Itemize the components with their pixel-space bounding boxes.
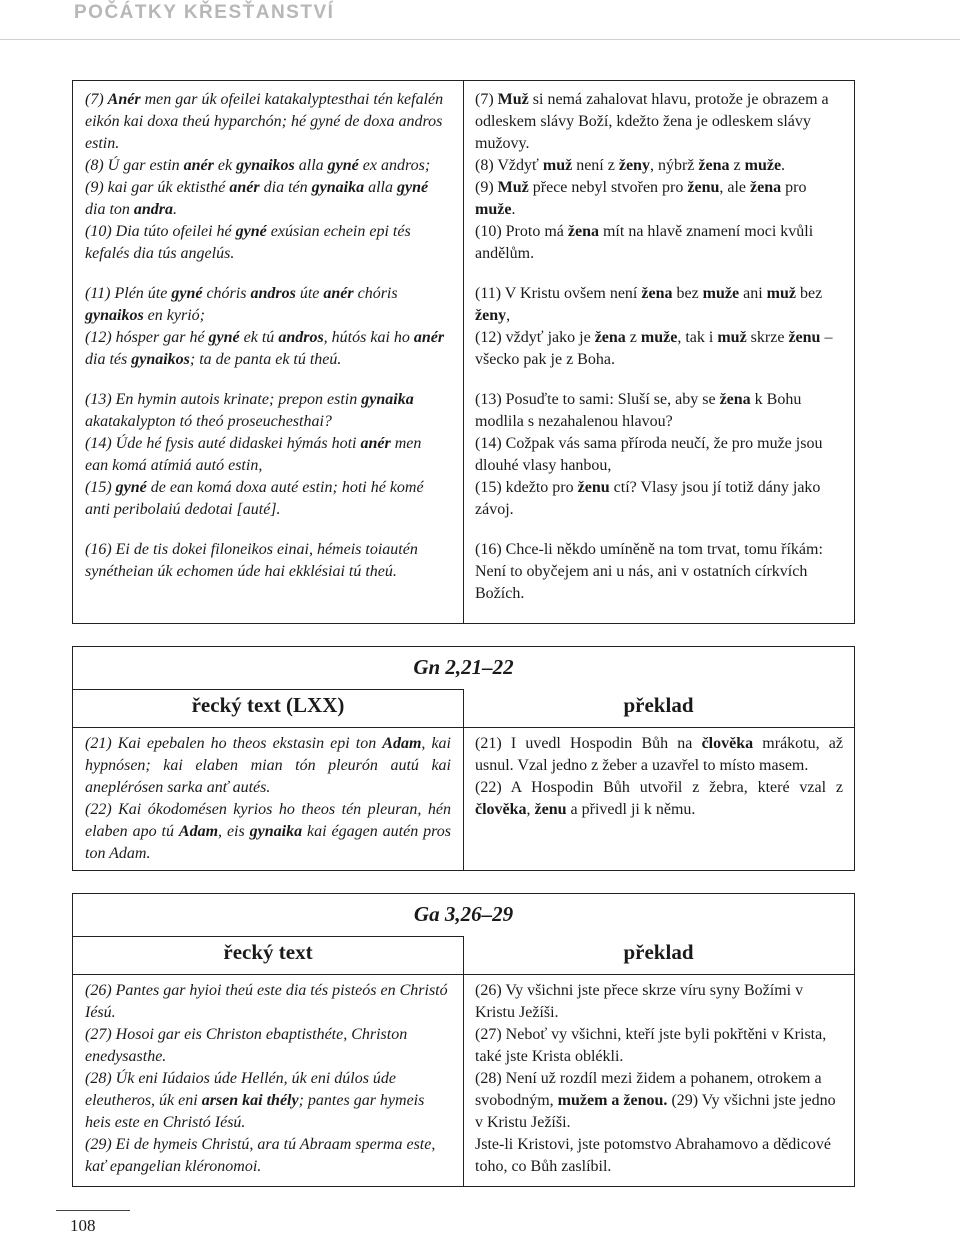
- emphasized-word: muže: [702, 285, 740, 302]
- verse-paragraph: [475, 1068, 843, 1134]
- box-title: Ga 3,26–29: [413, 902, 514, 926]
- text-run: chóris: [353, 285, 398, 302]
- verse-paragraph: [475, 177, 845, 221]
- verse-paragraph: [475, 433, 845, 477]
- emphasized-word: Anér: [107, 91, 141, 108]
- text-run: , eis: [218, 823, 250, 840]
- verse-paragraph: [85, 221, 447, 265]
- verse-paragraph: [475, 283, 845, 327]
- text-run: de doxa andros estin.: [85, 113, 443, 152]
- paragraph-gap: [475, 371, 845, 389]
- text-run: dia ton: [85, 201, 134, 218]
- text-run: (7): [85, 91, 108, 108]
- emphasized-word: Muž: [497, 91, 529, 108]
- verse-paragraph: [85, 433, 447, 477]
- emphasized-word: gynaikos: [131, 351, 190, 368]
- text-run: (26) Vy všichni jste přece skrze víru syny Božími v Kristu Ježíši.: [475, 982, 804, 1021]
- emphasized-word: anér: [229, 179, 260, 196]
- emphasized-word: ženu: [788, 329, 821, 346]
- emphasized-word: gynaika: [249, 823, 303, 840]
- text-run: mít na hlavě znamení moci kvůli andělům.: [475, 223, 814, 262]
- verse-paragraph: [475, 1134, 843, 1178]
- verse-paragraph: [85, 980, 451, 1024]
- box-genesis: [72, 646, 855, 871]
- text-run: a přivedl ji k němu.: [566, 801, 696, 818]
- verse-paragraph: [85, 327, 447, 371]
- emphasized-word: gyné: [115, 479, 147, 496]
- emphasized-word: muže: [475, 201, 512, 218]
- emphasized-word: andros: [278, 329, 324, 346]
- text-run: de ean komá doxa auté estin; hoti hé komé anti peribolaiú dedotai [auté].: [85, 479, 424, 518]
- text-run: , ale: [719, 179, 751, 196]
- emphasized-word: žena: [594, 329, 626, 346]
- text-run: (8) Vždyť: [475, 157, 543, 174]
- verse-paragraph: [475, 777, 843, 821]
- emphasized-word: ženy: [475, 307, 507, 324]
- text-run: , tak i: [677, 329, 718, 346]
- text-run: si nemá zahalovat hlavu, protože je obrazem a odleskem slávy Boží, kdežto žena je odleskem slávy mužovy.: [475, 91, 829, 152]
- emphasized-word: muže: [640, 329, 678, 346]
- emphasized-word: ženu: [577, 479, 610, 496]
- running-head: POČÁTKY KŘESŤANSTVÍ: [74, 2, 335, 23]
- title-rule: [73, 936, 463, 937]
- text-run: (29) Ei de hymeis Christú, ara tú Abraam sperma este, kať epangelian kléronomoi.: [85, 1136, 436, 1175]
- text-run: úte: [295, 285, 324, 302]
- text-run: (16) Chce-li někdo umíněně na tom trvat, tomu říkám: Není to obyčejem ani u nás, ani v ostatních církvích Božích.: [475, 541, 823, 602]
- text-run: z: [729, 157, 745, 174]
- text-run: .: [511, 201, 516, 218]
- verse-paragraph: [475, 221, 845, 265]
- text-run: alla: [364, 179, 397, 196]
- text-run: (14) Cožpak vás sama příroda neučí, že pro muže jsou dlouhé vlasy hanbou,: [475, 435, 823, 474]
- text-run: exúsian echein epi tés kefalés dia tús angelús.: [85, 223, 411, 262]
- emphasized-word: žena: [750, 179, 782, 196]
- verse-paragraph: [85, 89, 447, 155]
- text-run: (16) Ei de tis dokei filoneikos einai, hémeis toiautén synétheian úk echomen úde hai ekklésiai tú theú.: [85, 541, 418, 580]
- verse-paragraph: [475, 327, 845, 371]
- text-run: ctí? Vlasy jsou jí totiž dány jako závoj.: [475, 479, 821, 518]
- text-run: (21) Kai epebalen ho theos ekstasin epi ton: [85, 735, 383, 752]
- emphasized-word: gyné: [327, 157, 359, 174]
- text-run: dia tés: [85, 351, 132, 368]
- paragraph-gap: [85, 521, 447, 539]
- emphasized-word: gyné: [235, 223, 267, 240]
- greek-column-heading: řecký text (LXX): [191, 693, 345, 717]
- emphasized-word: gynaika: [311, 179, 365, 196]
- text-run: men ean komá atímiá autó estin,: [85, 435, 422, 474]
- paragraph-gap: [85, 371, 447, 389]
- czech-column: [475, 980, 843, 1178]
- emphasized-word: anér: [360, 435, 391, 452]
- text-run: (11) Plén úte: [85, 285, 172, 302]
- emphasized-word: žena: [567, 223, 599, 240]
- verse-paragraph: [475, 389, 845, 433]
- verse-paragraph: [85, 155, 447, 177]
- verse-paragraph: [85, 177, 447, 221]
- emphasized-word: ženu: [687, 179, 720, 196]
- text-run: (27) Neboť vy všichni, kteří jste byli pokřtěni v Krista, také jste Krista oblékli.: [475, 1026, 827, 1065]
- emphasized-word: žena: [698, 157, 730, 174]
- greek-column-heading: řecký text: [223, 940, 313, 964]
- header-rule: [0, 39, 960, 40]
- box-galatians: [72, 893, 855, 1187]
- title-rule: [73, 689, 463, 690]
- text-run: (22) A Hospodin Bůh utvořil z žebra, které vzal z: [475, 779, 843, 796]
- box-corinthians: [72, 80, 855, 624]
- czech-column: [475, 733, 843, 821]
- text-run: akatakalypton tó theó proseuchesthai?: [85, 413, 332, 430]
- text-run: ; pantes gar hymeis heis este en Christó Iésú.: [85, 1092, 425, 1131]
- verse-paragraph: [85, 477, 447, 521]
- text-run: .: [173, 201, 178, 218]
- text-run: ex andros;: [358, 157, 431, 174]
- emphasized-word: žena: [641, 285, 673, 302]
- emphasized-word: gyné: [208, 329, 240, 346]
- emphasized-word: arsen kai thély: [201, 1092, 299, 1109]
- text-run: bez: [672, 285, 703, 302]
- text-run: (11) V Kristu ovšem není: [475, 285, 642, 302]
- emphasized-word: anér: [183, 157, 214, 174]
- text-run: (13) Posuďte to sami: Sluší se, aby se: [475, 391, 720, 408]
- text-run: ; ta de panta ek tú theú.: [189, 351, 342, 368]
- text-run: skrze: [746, 329, 789, 346]
- verse-paragraph: [475, 980, 843, 1024]
- text-run: (9): [475, 179, 498, 196]
- footer-rule: [56, 1210, 130, 1211]
- emphasized-word: muž: [542, 157, 573, 174]
- column-divider: [463, 689, 464, 870]
- text-run: (26) Pantes gar hyioi theú este dia tés pisteós en Christó Iésú.: [85, 982, 448, 1021]
- text-run: (21) I uvedl Hospodin Bůh na: [475, 735, 702, 752]
- emphasized-word: muž: [766, 285, 796, 302]
- emphasized-word: ženu: [534, 801, 567, 818]
- verse-paragraph: [475, 1024, 843, 1068]
- text-run: (13) En hymin autois krinate; prepon estin: [85, 391, 362, 408]
- czech-column-heading: překlad: [623, 940, 694, 964]
- text-run: en kyrió;: [143, 307, 205, 324]
- text-run: (7): [475, 91, 498, 108]
- text-run: (22) Kai ókodomésen kyrios ho theos tén pleuran, hén elaben apo tú: [85, 801, 451, 840]
- box-title: Gn 2,21–22: [413, 655, 514, 679]
- text-run: není z: [572, 157, 619, 174]
- emphasized-word: gynaikos: [85, 307, 144, 324]
- verse-paragraph: [85, 1024, 451, 1068]
- emphasized-word: ženy: [618, 157, 650, 174]
- text-run: mrákotu, až usnul. Vzal jedno z žeber a uzavřel to místo masem.: [475, 735, 843, 774]
- text-run: Jste-li Kristovi, jste potomstvo Abrahamovo a dědicové toho, co Bůh zaslíbil.: [475, 1136, 831, 1175]
- text-run: pro: [781, 179, 807, 196]
- emphasized-word: člověka: [475, 801, 527, 818]
- text-run: , hútós kai ho: [323, 329, 414, 346]
- greek-column: [85, 89, 447, 583]
- text-run: (14) Úde hé fysis auté didaskei hýmás hoti: [85, 435, 361, 452]
- text-run: ani: [739, 285, 767, 302]
- text-run: (12) hósper gar hé: [85, 329, 209, 346]
- emphasized-word: Muž: [497, 179, 529, 196]
- emphasized-word: žena: [719, 391, 751, 408]
- text-run: , nýbrž: [649, 157, 699, 174]
- text-run: (28) Úk eni Iúdaios úde Hellén, úk eni dúlos úde eleutheros, úk eni: [85, 1070, 397, 1109]
- text-run: (9) kai gar úk ektisthé: [85, 179, 230, 196]
- text-run: ,: [506, 307, 511, 324]
- text-run: bez: [795, 285, 823, 302]
- text-run: k Bohu modlila s nezahalenou hlavou?: [475, 391, 802, 430]
- text-run: gyné: [310, 113, 341, 130]
- paragraph-gap: [85, 265, 447, 283]
- emphasized-word: mužem a ženou.: [557, 1092, 668, 1109]
- text-run: , kai hypnósen; kai elaben mian tón pleurón autú kai aneplérósen sarka anť autés.: [85, 735, 452, 796]
- text-run: chóris: [202, 285, 251, 302]
- text-run: .: [781, 157, 786, 174]
- verse-paragraph: [85, 283, 447, 327]
- emphasized-word: Adam: [382, 735, 422, 752]
- verse-paragraph: [85, 1068, 451, 1134]
- text-run: men gar úk ofeilei katakalyptesthai tén kefalén eikón kai doxa theú hyparchón; hé: [85, 91, 444, 130]
- verse-paragraph: [85, 733, 451, 799]
- czech-column-heading: překlad: [623, 693, 694, 717]
- text-run: ek: [213, 157, 237, 174]
- verse-paragraph: [85, 539, 447, 583]
- text-run: přece nebyl stvořen pro: [528, 179, 688, 196]
- emphasized-word: gynaika: [361, 391, 414, 408]
- text-run: (10) Dia túto ofeilei hé: [85, 223, 236, 240]
- verse-paragraph: [85, 389, 447, 433]
- verse-paragraph: [475, 733, 843, 777]
- emphasized-word: gynaikos: [236, 157, 295, 174]
- emphasized-word: muž: [717, 329, 747, 346]
- paragraph-gap: [475, 521, 845, 539]
- czech-column: [475, 89, 845, 605]
- text-run: (15): [85, 479, 116, 496]
- column-divider: [463, 81, 464, 623]
- emphasized-word: gyné: [396, 179, 429, 196]
- verse-paragraph: [475, 539, 845, 605]
- text-run: (29) Vy všichni jste jedno v Kristu Ježíši.: [475, 1092, 836, 1131]
- heading-rule: [73, 974, 854, 975]
- text-run: (28) Není už rozdíl mezi židem a pohanem, otrokem a svobodným,: [475, 1070, 822, 1109]
- text-run: ,: [526, 801, 535, 818]
- emphasized-word: Adam: [178, 823, 219, 840]
- verse-paragraph: [85, 1134, 451, 1178]
- greek-column: [85, 733, 451, 865]
- text-run: (15) kdežto pro: [475, 479, 578, 496]
- verse-paragraph: [475, 89, 845, 155]
- text-run: dia tén: [259, 179, 312, 196]
- text-run: (8) Ú gar estin: [85, 157, 184, 174]
- greek-column: [85, 980, 451, 1178]
- text-run: z: [625, 329, 641, 346]
- verse-paragraph: [475, 477, 845, 521]
- text-run: (12) vždyť jako je: [475, 329, 595, 346]
- heading-rule: [73, 727, 854, 728]
- verse-paragraph: [475, 155, 845, 177]
- text-run: ek tú: [239, 329, 279, 346]
- verse-paragraph: [85, 799, 451, 865]
- emphasized-word: muže: [744, 157, 782, 174]
- emphasized-word: anér: [413, 329, 445, 346]
- text-run: (10) Proto má: [475, 223, 568, 240]
- text-run: kai égagen autén pros ton Adam.: [85, 823, 451, 862]
- text-run: – všecko pak je z Boha.: [475, 329, 833, 368]
- emphasized-word: gyné: [171, 285, 203, 302]
- emphasized-word: andra: [133, 201, 174, 218]
- emphasized-word: člověka: [701, 735, 754, 752]
- emphasized-word: andros: [250, 285, 296, 302]
- text-run: (27) Hosoi gar eis Christon ebaptisthéte, Christon enedysasthe.: [85, 1026, 408, 1065]
- emphasized-word: anér: [323, 285, 354, 302]
- text-run: alla: [294, 157, 328, 174]
- paragraph-gap: [475, 265, 845, 283]
- page-number: 108: [70, 1216, 96, 1235]
